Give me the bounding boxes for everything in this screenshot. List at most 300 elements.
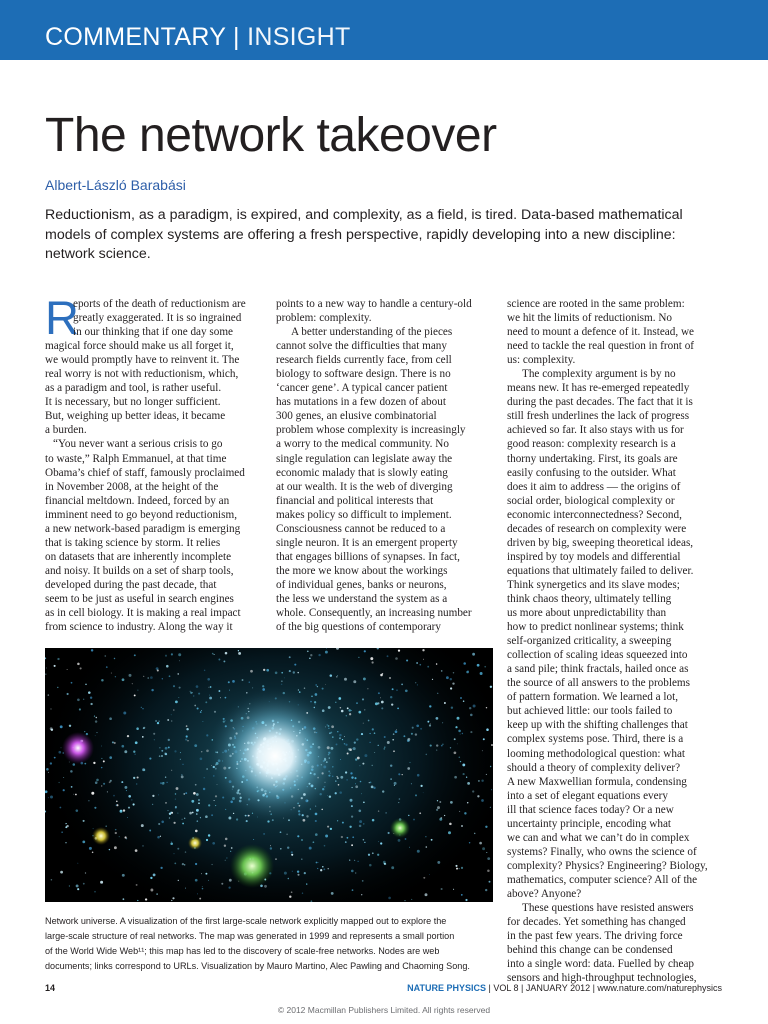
green-cluster-small	[390, 818, 410, 838]
network-node	[369, 782, 370, 783]
network-node	[214, 711, 216, 713]
network-node	[403, 735, 405, 737]
body-text-line: as a paradigm and tool, is rather useful.	[45, 382, 222, 395]
network-node	[359, 765, 360, 766]
body-text-line: financial and political interests that	[276, 494, 434, 507]
network-node	[307, 650, 309, 652]
body-text-line: in the past few years. The driving force	[507, 930, 683, 943]
network-node	[75, 794, 77, 796]
network-node	[169, 675, 171, 677]
network-node	[142, 768, 145, 771]
network-node	[460, 734, 461, 735]
network-node	[50, 796, 53, 799]
network-node	[364, 709, 365, 710]
body-text-line: a sand pile; think fractals, hailed once as	[507, 663, 689, 676]
network-node	[351, 870, 354, 873]
network-node	[372, 728, 374, 730]
network-node	[101, 767, 102, 768]
network-node	[100, 881, 103, 884]
network-node	[57, 687, 58, 688]
network-node	[361, 733, 363, 735]
network-node	[487, 857, 490, 860]
network-node	[218, 659, 220, 661]
network-node	[110, 780, 112, 782]
network-node	[322, 866, 324, 868]
network-node	[136, 783, 137, 784]
network-node	[218, 690, 220, 692]
body-text-line: The complexity argument is by no	[522, 368, 676, 381]
network-node	[469, 707, 471, 709]
network-node	[337, 820, 338, 821]
network-node	[199, 898, 201, 900]
network-node	[398, 839, 401, 842]
network-node	[356, 702, 358, 704]
network-node	[344, 678, 347, 681]
network-node	[180, 752, 181, 753]
network-node	[215, 795, 217, 797]
network-node	[395, 657, 398, 660]
network-node	[408, 815, 409, 816]
network-node	[95, 735, 96, 736]
network-node	[155, 720, 157, 722]
network-node	[48, 694, 49, 695]
network-node	[339, 791, 342, 794]
network-node	[485, 889, 487, 891]
network-node	[119, 836, 120, 837]
network-node	[472, 790, 474, 792]
network-node	[67, 669, 68, 670]
network-node	[191, 800, 194, 803]
body-text-line: ‘cancer gene’. A typical cancer patient	[276, 382, 448, 395]
network-node	[406, 659, 408, 661]
network-node	[225, 697, 227, 699]
network-node	[454, 776, 457, 779]
network-node	[228, 817, 231, 820]
magenta-cluster	[62, 732, 94, 764]
network-node	[448, 831, 451, 834]
network-node	[159, 747, 160, 748]
network-node	[249, 681, 251, 683]
network-node	[349, 859, 350, 860]
network-node	[284, 677, 285, 678]
network-node	[284, 872, 287, 875]
network-node	[353, 747, 356, 750]
network-node	[481, 799, 484, 802]
network-node	[70, 770, 73, 773]
network-node	[90, 703, 92, 705]
network-node	[113, 795, 115, 797]
network-node	[185, 739, 187, 741]
network-node	[281, 681, 282, 682]
article-standfirst: Reductionism, as a paradigm, is expired, and complexity, as a field, is tired. Data-based mathematical models of complex systems are offering a fresh perspective, rapidly developing into a new discipline: network science.	[45, 207, 683, 262]
network-node	[331, 892, 334, 895]
network-node	[399, 798, 401, 800]
network-node	[127, 817, 128, 818]
network-node	[444, 702, 446, 704]
network-node	[461, 867, 463, 869]
network-node	[83, 699, 84, 700]
network-node	[315, 684, 317, 686]
network-node	[168, 739, 170, 741]
body-text-line: points to a new way to handle a century-old	[276, 298, 472, 310]
network-node	[101, 679, 104, 682]
body-text-line: a new network-based paradigm is emerging	[45, 522, 241, 535]
network-node	[450, 747, 451, 748]
network-node	[111, 673, 112, 674]
network-node	[171, 770, 172, 771]
network-node	[208, 804, 210, 806]
network-node	[207, 678, 210, 681]
network-node	[246, 820, 248, 822]
network-node	[429, 874, 430, 875]
network-node	[161, 821, 164, 824]
network-node	[373, 787, 375, 789]
network-node	[409, 847, 410, 848]
network-node	[460, 761, 461, 762]
network-node	[358, 711, 361, 714]
network-node	[375, 702, 378, 705]
network-node	[166, 665, 169, 668]
body-text-line: imminent need to go beyond reductionism,	[45, 508, 238, 521]
network-node	[90, 696, 92, 698]
network-node	[231, 847, 233, 849]
network-node	[324, 845, 326, 847]
network-node	[420, 728, 422, 730]
network-node	[84, 731, 85, 732]
network-node	[161, 750, 163, 752]
network-node	[51, 879, 53, 881]
network-node	[66, 825, 68, 827]
network-node	[59, 782, 60, 783]
caption-line: documents; links correspond to URLs. Visualization by Mauro Martino, Alec Pawling and Chaoming Song.	[45, 961, 470, 971]
network-node	[136, 884, 138, 886]
network-node	[407, 738, 410, 741]
network-node	[233, 813, 234, 814]
network-node	[61, 747, 62, 748]
network-node	[490, 686, 492, 688]
network-node	[203, 788, 205, 790]
network-node	[175, 806, 177, 808]
network-node	[126, 838, 127, 839]
network-node	[415, 733, 417, 735]
network-node	[45, 673, 46, 674]
network-node	[150, 676, 153, 679]
network-node	[137, 776, 139, 778]
network-node	[407, 767, 410, 770]
network-node	[169, 817, 170, 818]
network-node	[114, 658, 115, 659]
network-node	[250, 670, 253, 673]
network-node	[341, 710, 344, 713]
network-node	[412, 727, 414, 729]
network-node	[151, 689, 153, 691]
network-node	[362, 880, 364, 882]
network-node	[425, 893, 428, 896]
network-node	[80, 667, 82, 669]
network-node	[450, 678, 452, 680]
network-node	[390, 764, 392, 766]
network-node	[411, 783, 412, 784]
network-node	[238, 650, 239, 651]
body-text-line: A new Maxwellian formula, condensing	[507, 775, 687, 788]
body-text-line: should a theory of complexity deliver?	[507, 761, 681, 774]
network-node	[115, 829, 117, 831]
body-text-line: driven by big, sweeping theoretical ideas,	[507, 536, 694, 549]
body-text-line: But, weighing up better ideas, it became	[45, 410, 226, 423]
network-node	[489, 881, 491, 883]
network-node	[427, 666, 429, 668]
network-node	[390, 778, 391, 779]
network-node	[142, 736, 144, 738]
green-cluster	[230, 844, 274, 888]
network-node	[417, 850, 420, 853]
network-node	[446, 676, 449, 679]
network-node	[149, 830, 151, 832]
network-node	[317, 686, 318, 687]
network-node	[340, 707, 341, 708]
network-node	[304, 872, 306, 874]
body-text-line: need to mount a defence of it. Instead, we	[507, 326, 695, 339]
network-node	[225, 860, 226, 861]
network-node	[85, 684, 86, 685]
network-node	[69, 725, 71, 727]
network-node	[336, 676, 338, 678]
network-node	[330, 828, 332, 830]
network-node	[359, 820, 362, 823]
network-node	[104, 655, 106, 657]
network-node	[346, 779, 347, 780]
figure-caption	[45, 914, 495, 974]
body-text-line: magical force should make us all forget it,	[45, 340, 234, 353]
body-text-line: economic malady that is slowly eating	[276, 466, 448, 479]
network-node	[167, 719, 169, 721]
body-text-line: for decades. Yet something has changed	[507, 916, 686, 929]
network-node	[405, 689, 408, 692]
network-node	[94, 891, 96, 893]
network-node	[423, 659, 424, 660]
network-node	[263, 669, 265, 671]
network-node	[182, 819, 183, 820]
network-node	[393, 733, 395, 735]
network-node	[83, 883, 85, 885]
network-node	[436, 809, 438, 811]
body-text-line: in our thinking that if one day some	[73, 326, 234, 339]
network-node	[363, 839, 365, 841]
network-node	[358, 861, 359, 862]
body-text-line: that engages billions of synapses. In fact,	[276, 550, 460, 563]
network-node	[214, 654, 215, 655]
network-node	[289, 670, 291, 672]
network-node	[357, 757, 360, 760]
network-node	[109, 756, 112, 759]
body-column-3	[507, 297, 725, 985]
network-node	[175, 701, 178, 704]
network-node	[396, 729, 397, 730]
network-node	[165, 776, 166, 777]
network-universe-figure	[45, 648, 493, 902]
network-node	[197, 707, 199, 709]
network-node	[360, 781, 362, 783]
network-node	[382, 790, 384, 792]
body-text-line: seem to be just as useful in search engines	[45, 592, 234, 605]
network-node	[388, 832, 390, 834]
network-node	[280, 848, 282, 850]
network-node	[427, 721, 429, 723]
network-node	[122, 678, 125, 681]
network-node	[486, 774, 487, 775]
network-node	[425, 846, 427, 848]
network-node	[54, 757, 56, 759]
network-node	[452, 682, 454, 684]
network-node	[264, 885, 267, 888]
network-node	[184, 793, 185, 794]
network-node	[186, 725, 188, 727]
body-text-line: does it aim to address — the origins of	[507, 480, 681, 493]
network-node	[211, 814, 213, 816]
network-node	[133, 751, 135, 753]
network-node	[437, 861, 440, 864]
network-node	[351, 787, 352, 788]
network-node	[325, 684, 326, 685]
network-node	[185, 851, 186, 852]
network-node	[135, 849, 138, 852]
body-text-line: greatly exaggerated. It is so ingrained	[73, 312, 242, 325]
network-node	[195, 784, 197, 786]
network-node	[301, 858, 302, 859]
network-node	[83, 820, 85, 822]
network-node	[51, 729, 53, 731]
network-node	[48, 797, 49, 798]
network-node	[174, 853, 175, 854]
network-node	[69, 885, 70, 886]
network-node	[328, 868, 329, 869]
network-node	[479, 842, 482, 845]
network-node	[71, 786, 73, 788]
network-node	[152, 804, 153, 805]
network-node	[411, 899, 412, 900]
network-node	[190, 692, 192, 694]
network-node	[472, 653, 475, 656]
body-text-line: from science to industry. Along the way it	[45, 621, 233, 634]
network-node	[179, 660, 180, 661]
network-node	[159, 755, 161, 757]
network-node	[228, 681, 230, 683]
network-node	[229, 879, 232, 882]
body-text-line: us: complexity.	[507, 354, 576, 367]
network-node	[337, 675, 338, 676]
network-node	[423, 877, 425, 879]
body-text-line: decades of research on complexity were	[507, 522, 687, 535]
section-label	[45, 22, 351, 52]
network-node	[396, 689, 398, 691]
network-node	[85, 872, 86, 873]
network-node	[182, 823, 184, 825]
network-node	[486, 707, 487, 708]
network-node	[370, 657, 373, 660]
network-node	[95, 781, 98, 784]
network-node	[101, 785, 102, 786]
body-text-line: achieved so far. It also stays with us for	[507, 424, 684, 437]
body-text-line: the source of all answers to the problems	[507, 677, 690, 690]
network-node	[362, 698, 364, 700]
network-node	[355, 758, 357, 760]
network-node	[147, 677, 149, 679]
network-node	[58, 751, 61, 754]
network-node	[126, 790, 127, 791]
network-node	[174, 750, 176, 752]
network-node	[393, 750, 395, 752]
network-node	[135, 741, 138, 744]
body-text-line: a worry to the medical community. No	[276, 438, 449, 451]
network-node	[351, 710, 352, 711]
network-node	[338, 697, 341, 700]
network-node	[178, 673, 179, 674]
section-separator: |	[233, 23, 240, 51]
network-node	[347, 707, 349, 709]
network-node	[178, 880, 179, 881]
network-node	[109, 849, 110, 850]
network-node	[115, 832, 117, 834]
network-node	[315, 820, 317, 822]
network-node	[473, 705, 476, 708]
network-node	[454, 738, 456, 740]
network-node	[469, 842, 470, 843]
network-node	[142, 845, 144, 847]
caption-line: of the World Wide Web¹¹; this map has led to the discovery of scale-free networks. Nodes are web	[45, 946, 440, 956]
body-text-line: systems? Finally, who owns the science of	[507, 845, 697, 858]
network-node	[380, 697, 381, 698]
body-text-line: eports of the death of reductionism are	[73, 298, 246, 310]
network-node	[313, 841, 315, 843]
network-node	[405, 838, 407, 840]
network-node	[107, 791, 108, 792]
network-node	[387, 655, 389, 657]
network-node	[458, 730, 461, 733]
network-node	[481, 779, 483, 781]
network-node	[170, 843, 173, 846]
network-node	[485, 826, 487, 828]
network-node	[129, 674, 132, 677]
network-node	[288, 878, 290, 880]
network-node	[291, 854, 293, 856]
network-node	[158, 794, 159, 795]
network-node	[297, 835, 299, 837]
body-text-line: good reason: complexity research is a	[507, 438, 676, 451]
network-node	[444, 815, 445, 816]
network-node	[121, 781, 123, 783]
network-node	[491, 744, 493, 746]
network-node	[60, 807, 62, 809]
network-node	[306, 883, 307, 884]
network-node	[209, 695, 210, 696]
network-node	[96, 717, 98, 719]
body-text-line: in November 2008, at the height of the	[45, 480, 219, 493]
network-node	[345, 771, 347, 773]
network-node	[158, 823, 160, 825]
network-visualization-image	[45, 648, 493, 902]
caption-line: large-scale structure of real networks. The map was generated in 1999 and represents a small portion	[45, 931, 455, 941]
network-node	[112, 741, 114, 743]
network-node	[220, 697, 221, 698]
network-node	[60, 725, 63, 728]
network-node	[289, 895, 291, 897]
network-node	[354, 741, 356, 743]
network-node	[173, 709, 175, 711]
subsection-name: INSIGHT	[247, 23, 351, 51]
body-text-line: inspired by toy models and differential	[507, 550, 681, 563]
network-node	[441, 745, 443, 747]
body-text-line: problem whose complexity is increasingly	[276, 424, 466, 437]
